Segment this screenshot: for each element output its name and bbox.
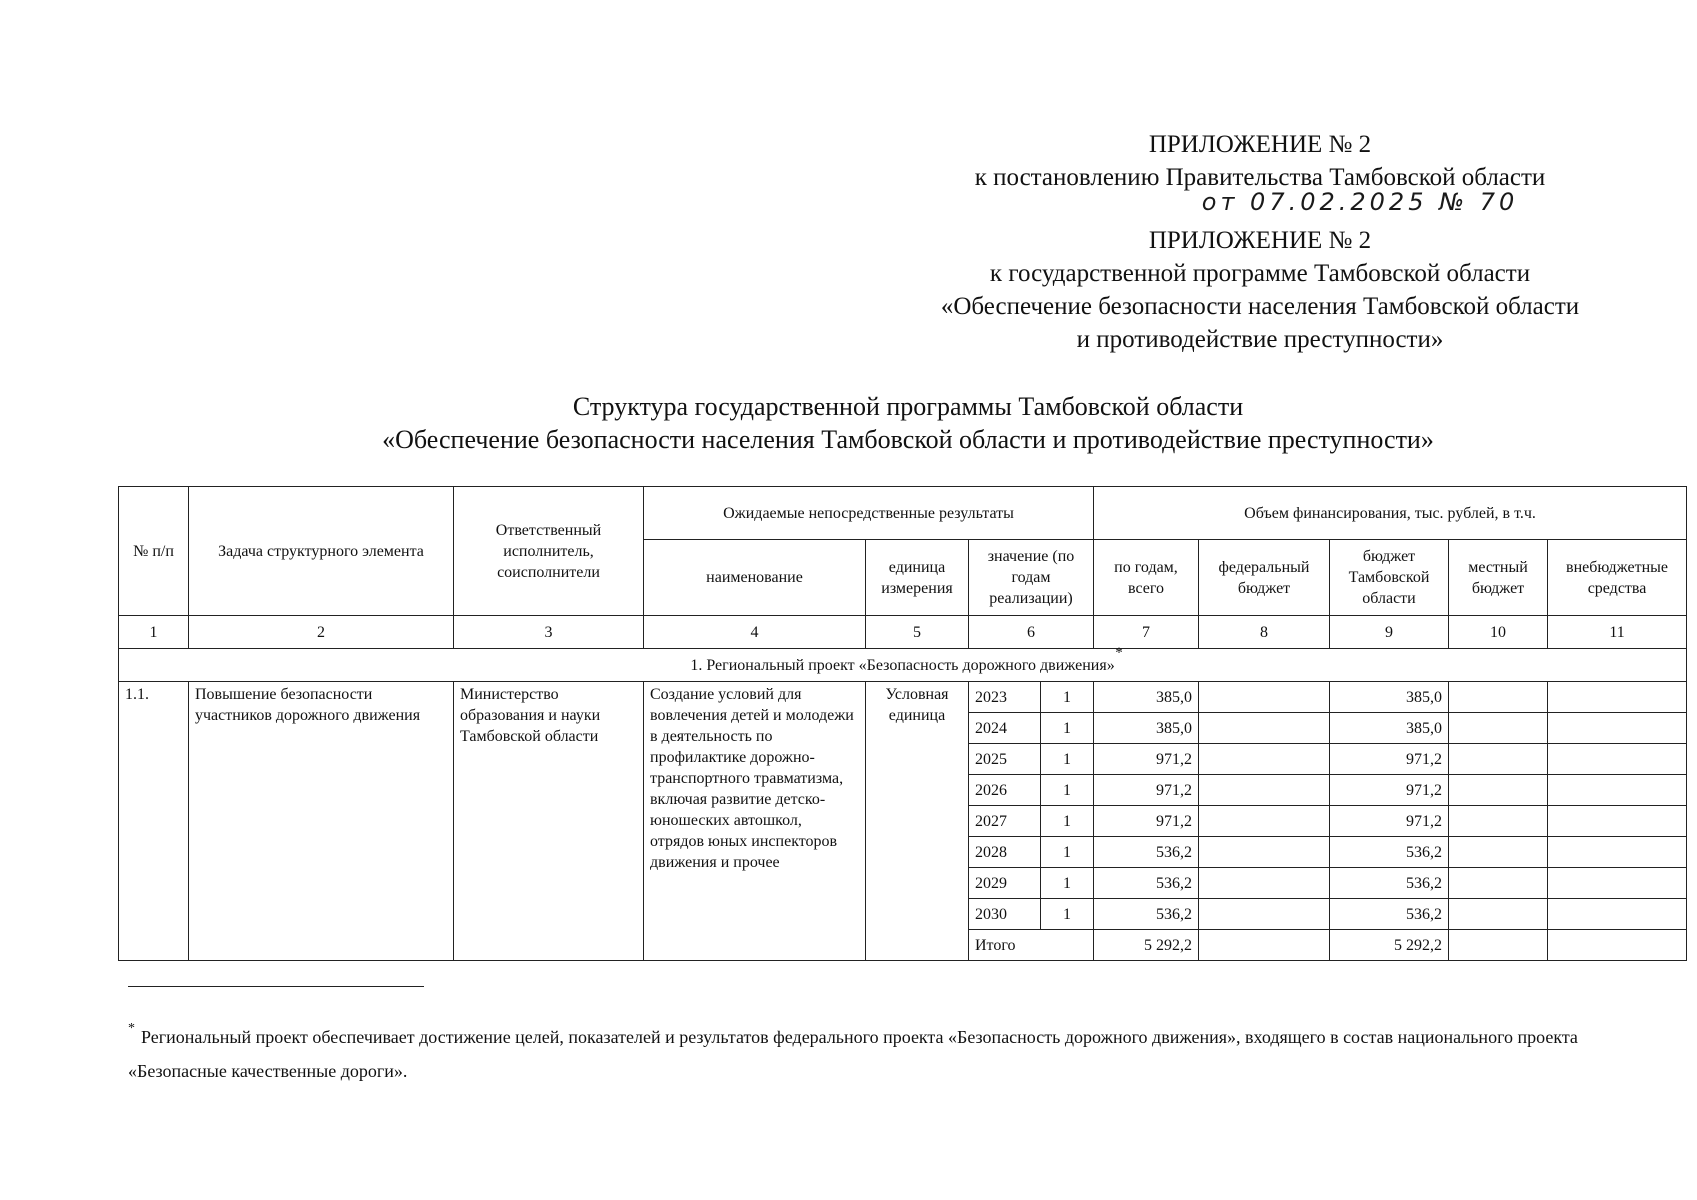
column-number: 8	[1199, 616, 1330, 649]
program-name-line2: и противодействие преступности»	[1076, 326, 1444, 353]
appendix-reference-2: к государственной программе Тамбовской области	[989, 260, 1531, 287]
total-cell: 971,2	[1094, 744, 1199, 775]
header-extrabudget: внебюджетные средства	[1548, 540, 1687, 616]
footnote-text: Региональный проект обеспечивает достижение целей, показателей и результатов федерального проекта «Безопасность дорожного движения», входящего в состав национального проекта «Безопасные качественные дороги».	[128, 1027, 1578, 1081]
section-title	[690, 644, 1123, 674]
footnote-mark: *	[1115, 644, 1123, 661]
column-number: 7	[1094, 616, 1199, 649]
task-cell: Повышение безопасности участников дорожного движения	[189, 682, 454, 961]
local-cell	[1449, 868, 1548, 899]
federal-cell	[1199, 713, 1330, 744]
value-cell: 1	[1041, 713, 1094, 744]
regional-cell: 971,2	[1330, 744, 1449, 775]
executor-cell: Министерство образования и науки Тамбовской области	[454, 682, 644, 961]
footnote	[128, 1020, 1608, 1088]
year-cell: 2027	[969, 806, 1041, 837]
column-number: 6	[969, 616, 1094, 649]
footnote-divider	[128, 986, 424, 987]
document-title-line1: Структура государственной программы Тамбовской области	[572, 392, 1244, 421]
federal-cell	[1199, 806, 1330, 837]
federal-total-cell	[1199, 930, 1330, 961]
column-number: 2	[189, 616, 454, 649]
header-task: Задача структурного элемента	[189, 487, 454, 616]
value-cell: 1	[1041, 868, 1094, 899]
regional-cell: 385,0	[1330, 713, 1449, 744]
row-number: 1.1.	[119, 682, 189, 961]
regional-cell: 536,2	[1330, 899, 1449, 930]
total-cell: 971,2	[1094, 775, 1199, 806]
grand-total-cell: 5 292,2	[1094, 930, 1199, 961]
local-cell	[1449, 682, 1548, 713]
header-total-by-year: по годам, всего	[1094, 540, 1199, 616]
regional-cell: 971,2	[1330, 806, 1449, 837]
value-cell: 1	[1041, 806, 1094, 837]
local-cell	[1449, 837, 1548, 868]
year-cell: 2030	[969, 899, 1041, 930]
program-name-line1: «Обеспечение безопасности населения Тамбовской области	[940, 293, 1580, 320]
federal-cell	[1199, 744, 1330, 775]
result-name-cell: Создание условий для вовлечения детей и молодежи в деятельность по профилактике дорожно-транспортного травматизма, включая развитие детско-юношеских автошкол, отрядов юных инспекторов движения и прочее	[644, 682, 866, 961]
value-cell: 1	[1041, 899, 1094, 930]
extra-cell	[1548, 682, 1687, 713]
unit-cell: Условная единица	[866, 682, 969, 961]
document-title	[118, 390, 1697, 456]
regional-cell: 536,2	[1330, 868, 1449, 899]
header-federal: федеральный бюджет	[1199, 540, 1330, 616]
header-regional: бюджет Тамбовской области	[1330, 540, 1449, 616]
value-cell: 1	[1041, 744, 1094, 775]
document-title-line2: «Обеспечение безопасности населения Тамбовской области и противодействие преступности»	[382, 425, 1434, 454]
extra-total-cell	[1548, 930, 1687, 961]
year-cell: 2028	[969, 837, 1041, 868]
header-financing: Объем финансирования, тыс. рублей, в т.ч.	[1094, 487, 1687, 540]
column-number: 4	[644, 616, 866, 649]
header-unit: единица измерения	[866, 540, 969, 616]
total-cell: 536,2	[1094, 899, 1199, 930]
regional-cell: 385,0	[1330, 682, 1449, 713]
structure-table	[118, 486, 1687, 961]
year-cell: 2026	[969, 775, 1041, 806]
federal-cell	[1199, 899, 1330, 930]
total-label: Итого	[969, 930, 1094, 961]
total-cell: 536,2	[1094, 868, 1199, 899]
federal-cell	[1199, 775, 1330, 806]
extra-cell	[1548, 806, 1687, 837]
year-cell: 2029	[969, 868, 1041, 899]
footnote-mark: *	[128, 1021, 135, 1036]
header-expected-results: Ожидаемые непосредственные результаты	[644, 487, 1094, 540]
appendix-reference: к постановлению Правительства Тамбовской области	[974, 164, 1546, 191]
extra-cell	[1548, 868, 1687, 899]
header-num: № п/п	[119, 487, 189, 616]
total-cell: 536,2	[1094, 837, 1199, 868]
header-executor: Ответственный исполнитель, соисполнители	[454, 487, 644, 616]
value-cell: 1	[1041, 837, 1094, 868]
extra-cell	[1548, 899, 1687, 930]
header-result-name: наименование	[644, 540, 866, 616]
regional-cell: 536,2	[1330, 837, 1449, 868]
federal-cell	[1199, 868, 1330, 899]
column-number: 11	[1548, 616, 1687, 649]
local-cell	[1449, 744, 1548, 775]
extra-cell	[1548, 775, 1687, 806]
local-cell	[1449, 775, 1548, 806]
value-cell: 1	[1041, 775, 1094, 806]
year-cell: 2023	[969, 682, 1041, 713]
local-cell	[1449, 899, 1548, 930]
total-cell: 385,0	[1094, 682, 1199, 713]
regional-total-cell: 5 292,2	[1330, 930, 1449, 961]
column-number: 3	[454, 616, 644, 649]
handwritten-date: от 07.02.2025 № 70	[1201, 188, 1519, 216]
column-number: 9	[1330, 616, 1449, 649]
column-number-row	[119, 616, 1687, 649]
local-cell	[1449, 806, 1548, 837]
total-cell: 385,0	[1094, 713, 1199, 744]
regional-cell: 971,2	[1330, 775, 1449, 806]
federal-cell	[1199, 837, 1330, 868]
table-row	[119, 682, 1687, 713]
column-number: 1	[119, 616, 189, 649]
local-total-cell	[1449, 930, 1548, 961]
header-value: значение (по годам реализации)	[969, 540, 1094, 616]
federal-cell	[1199, 682, 1330, 713]
header-local: местный бюджет	[1449, 540, 1548, 616]
appendix-title: ПРИЛОЖЕНИЕ № 2	[1148, 131, 1372, 158]
value-cell: 1	[1041, 682, 1094, 713]
year-cell: 2025	[969, 744, 1041, 775]
appendix-header	[860, 128, 1660, 356]
total-cell: 971,2	[1094, 806, 1199, 837]
column-number: 10	[1449, 616, 1548, 649]
extra-cell	[1548, 744, 1687, 775]
column-number: 5	[866, 616, 969, 649]
appendix-title-2: ПРИЛОЖЕНИЕ № 2	[1148, 227, 1372, 254]
extra-cell	[1548, 713, 1687, 744]
section-title-text: 1. Региональный проект «Безопасность дорожного движения»	[690, 656, 1115, 674]
year-cell: 2024	[969, 713, 1041, 744]
local-cell	[1449, 713, 1548, 744]
section-row	[119, 649, 1687, 682]
extra-cell	[1548, 837, 1687, 868]
